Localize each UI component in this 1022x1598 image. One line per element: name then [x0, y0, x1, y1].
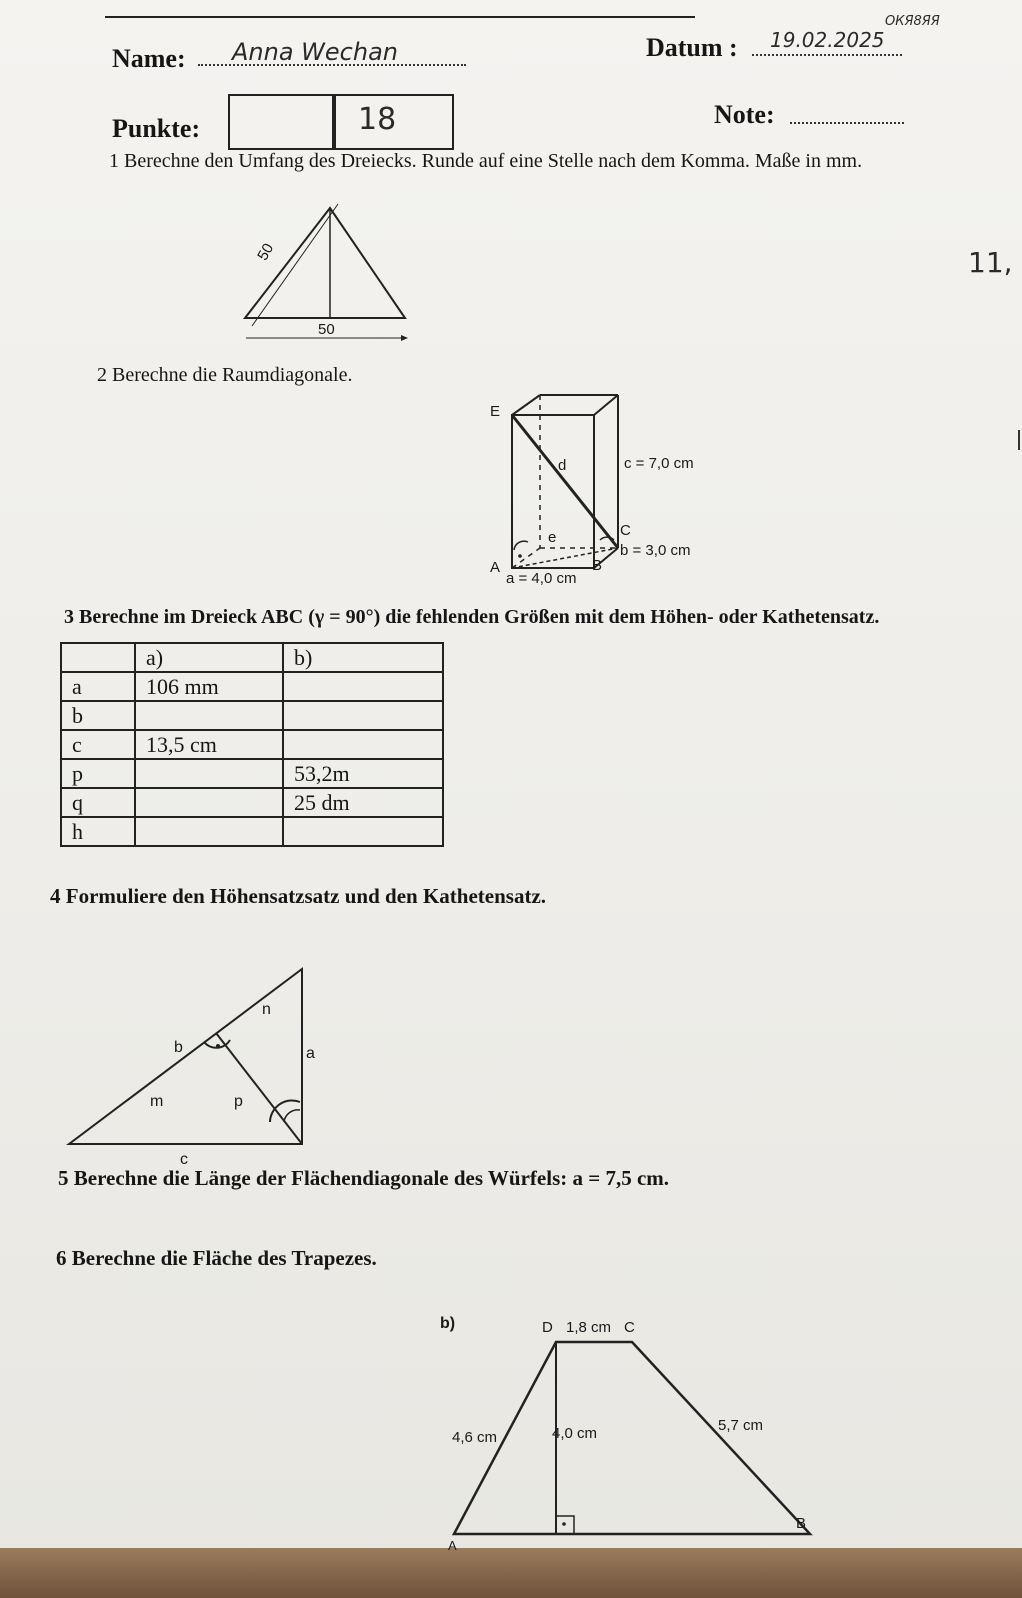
row-value-b [283, 701, 443, 730]
label-c: c = 7,0 cm [624, 455, 694, 472]
table-row [61, 788, 443, 817]
task6-trapezoid-figure [436, 1310, 836, 1553]
row-label: a [61, 672, 135, 701]
task4-triangle-figure [64, 964, 315, 1168]
row-value-b: 53,2m [283, 759, 443, 788]
dimension-arrow [401, 335, 408, 341]
row-value-a [135, 759, 283, 788]
row-label: c [61, 730, 135, 759]
table-header-row [61, 643, 443, 672]
task6-text: 6 Berechne die Fläche des Trapezes. [56, 1246, 377, 1270]
label-C: C [620, 522, 631, 539]
row-value-b [283, 672, 443, 701]
label-top: 1,8 cm [566, 1319, 612, 1336]
right-triangle-outline [69, 969, 302, 1144]
part-label: b) [440, 1315, 456, 1332]
points-value: 18 [358, 102, 397, 137]
date-line [752, 54, 902, 56]
label-p: p [234, 1093, 243, 1110]
desk-surface [0, 1548, 1022, 1598]
label-b: b [174, 1039, 183, 1056]
label-b: b = 3,0 cm [620, 542, 691, 559]
grade-line [790, 122, 904, 124]
row-value-a: 106 mm [135, 672, 283, 701]
margin-mark [1018, 430, 1020, 450]
row-label: h [61, 817, 135, 846]
row-value-b: 25 dm [283, 788, 443, 817]
header-cell-empty [61, 643, 135, 672]
name-value: Anna Wechan [232, 38, 398, 66]
task4-text: 4 Formuliere den Höhensatzsatz und den Kathetensatz. [50, 884, 547, 908]
label-E: E [490, 403, 501, 420]
label-c: c [180, 1151, 188, 1168]
face-diagonal-e [512, 548, 618, 568]
label-a: a = 4,0 cm [506, 570, 577, 587]
row-value-a [135, 817, 283, 846]
row-label: p [61, 759, 135, 788]
grade-label: Note: [714, 100, 775, 129]
header-cell-b: b) [283, 643, 443, 672]
table-row [61, 672, 443, 701]
label-left: 4,6 cm [452, 1429, 498, 1446]
row-value-b [283, 817, 443, 846]
corner-scribble: ОКЯ8ЯЯ [885, 14, 940, 29]
label-A: A [448, 1538, 457, 1553]
points-box-left [228, 94, 336, 150]
points-label: Punkte: [112, 114, 201, 143]
table-row [61, 759, 443, 788]
label-A: A [490, 559, 501, 576]
side-dimension-line [252, 204, 338, 326]
base-label: 50 [318, 321, 335, 338]
row-label: q [61, 788, 135, 817]
label-e: e [548, 529, 557, 546]
label-m: m [150, 1093, 164, 1110]
task1-triangle-figure [240, 198, 420, 348]
label-n: n [262, 1001, 271, 1018]
label-D: D [542, 1319, 553, 1336]
top-cut-line [105, 0, 695, 18]
row-label: b [61, 701, 135, 730]
table-row [61, 817, 443, 846]
space-diagonal-d [512, 415, 618, 548]
label-right: 5,7 cm [718, 1417, 764, 1434]
task2-text: 2 Berechne die Raumdiagonale. [97, 364, 353, 386]
row-value-a: 13,5 cm [135, 730, 283, 759]
label-height: 4,0 cm [552, 1425, 598, 1442]
header-cell-a: a) [135, 643, 283, 672]
task3-table [60, 642, 444, 847]
trapezoid-outline [454, 1342, 810, 1534]
table-row [61, 730, 443, 759]
label-C: C [624, 1319, 635, 1336]
margin-note: 11, [968, 246, 1013, 279]
date-value: 19.02.2025 [770, 28, 885, 52]
altitude-line [216, 1033, 302, 1144]
label-d: d [558, 457, 567, 474]
name-label: Name: [112, 44, 186, 73]
label-B: B [796, 1515, 807, 1532]
row-value-a [135, 788, 283, 817]
task5-text: 5 Berechne die Länge der Flächendiagonale des Würfels: a = 7,5 cm. [58, 1166, 670, 1190]
side-label: 50 [254, 240, 278, 264]
date-label: Datum : [646, 33, 738, 62]
task3-text: 3 Berechne im Dreieck ABC (γ = 90°) die fehlenden Größen mit dem Höhen- oder Kathetensatz. [64, 606, 880, 628]
table-row [61, 701, 443, 730]
row-value-b [283, 730, 443, 759]
label-B: B [592, 557, 603, 574]
row-value-a [135, 701, 283, 730]
label-a: a [306, 1045, 315, 1062]
task1-text: 1 Berechne den Umfang des Dreiecks. Runde auf eine Stelle nach dem Komma. Maße in mm. [109, 150, 863, 172]
task2-cuboid-figure [490, 390, 720, 600]
